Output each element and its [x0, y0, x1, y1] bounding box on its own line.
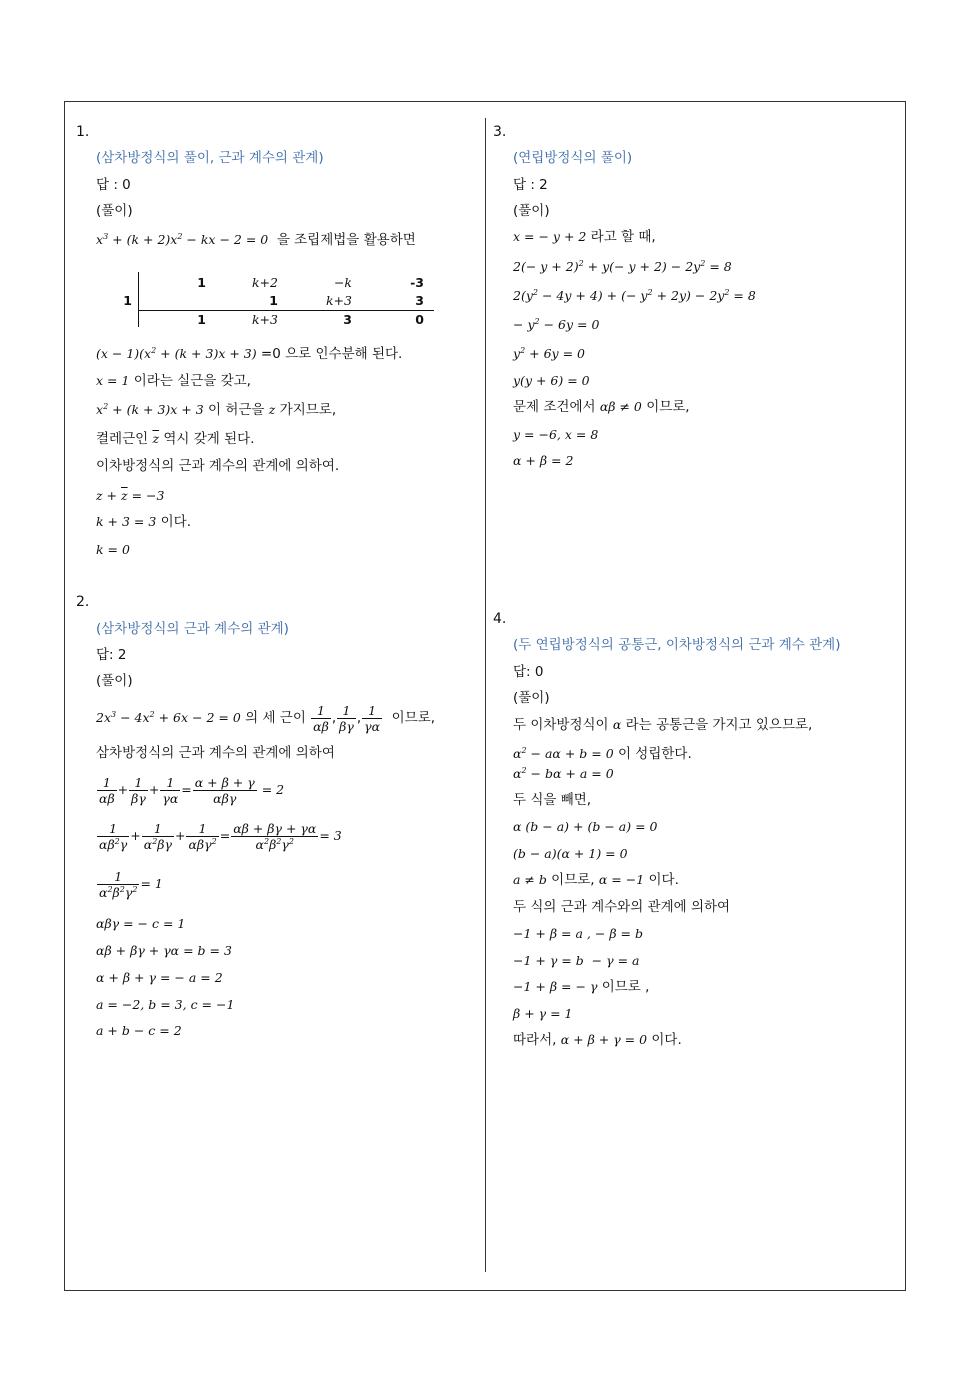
question-3-answer: 답 : 2	[513, 177, 548, 193]
question-2-solution-label: (풀이)	[96, 673, 133, 689]
q1-real-root-line: x = 1 이라는 실근을 갖고,	[96, 373, 251, 389]
synthetic-cell: 1	[197, 312, 206, 327]
q4-step-2: (b − a)(α + 1) = 0	[513, 846, 628, 861]
synthetic-division-table	[118, 270, 434, 330]
synthetic-cell: 1	[269, 293, 278, 308]
question-2-topic: (삼차방정식의 근과 계수의 관계)	[96, 621, 289, 637]
q2-reciprocal-line: $\frac{1}{\alpha^2\beta^2\gamma^2}$ = 1	[99, 869, 163, 900]
question-3-number: 3.	[493, 124, 507, 140]
q4-step-3: −1 + β = a , − β = b	[513, 926, 643, 941]
q3-condition-line: 문제 조건에서 αβ ≠ 0 이므로,	[513, 399, 690, 415]
question-2-answer: 답: 2	[96, 647, 127, 663]
column-divider	[485, 118, 486, 1272]
synthetic-cell: -3	[410, 275, 424, 290]
q3-step-4: $y^2 + 6y = 0$	[513, 346, 585, 361]
question-4-solution-label: (풀이)	[513, 690, 550, 706]
question-3-solution-label: (풀이)	[513, 203, 550, 219]
q4-step-5: −1 + β = − γ 이므로 ,	[513, 979, 650, 995]
question-2-number: 2.	[76, 594, 90, 610]
q2-coefficients-line: a = −2, b = 3, c = −1	[96, 997, 235, 1012]
synthetic-cell: 3	[415, 293, 424, 308]
synthetic-cell: k+3	[325, 293, 352, 308]
q2-abc-product-line: αβγ = − c = 1	[96, 916, 186, 931]
q1-sum-line: $z + \overline{z} = -3$	[96, 488, 165, 503]
q2-result-line: a + b − c = 2	[96, 1023, 182, 1038]
q3-step-1: $2(- y + 2)^2 + y(- y + 2) - 2y^2 = 8$	[513, 259, 732, 274]
q4-equation-2-line: $\alpha^2 - b\alpha + a = 0$	[513, 766, 614, 781]
synthetic-division-vertical-line	[138, 272, 139, 327]
question-3-topic: (연립방정식의 풀이)	[513, 150, 633, 166]
synthetic-divisor: 1	[123, 293, 132, 308]
q4-step-6: β + γ = 1	[513, 1006, 573, 1021]
synthetic-cell: k+2	[251, 275, 278, 290]
question-1-number: 1.	[76, 124, 90, 140]
q4-vieta-line: 두 식의 근과 계수와의 관계에 의하여	[513, 899, 731, 915]
q2-root-sum-line: α + β + γ = − a = 2	[96, 970, 223, 985]
synthetic-cell: 0	[415, 312, 424, 327]
question-4-answer: 답: 0	[513, 664, 544, 680]
q2-fraction-sum-line: $\frac{1}{\alpha\beta}$ + $\frac{1}{\beta\gamma}$ + $\frac{1}{\gamma\alpha}$ = $\frac{\alpha + \beta + \gamma}{\text{αβγ}}$ = 2	[99, 775, 285, 806]
q1-k-result-line: k = 0	[96, 542, 130, 557]
q1-factor-line: $(x - 1)(x^2 + (k + 3)x + 3) =0$ 으로 인수분해 된다.	[96, 346, 403, 362]
q3-substitution-line: x = − y + 2 라고 할 때,	[513, 229, 656, 245]
q4-subtract-line: 두 식을 빼면,	[513, 792, 592, 808]
q4-not-equal-line: a ≠ b 이므로, α = −1 이다.	[513, 872, 679, 888]
synthetic-cell: 3	[343, 312, 352, 327]
synthetic-cell: −k	[333, 275, 352, 290]
q1-conjugate-line: 켤레근인 $\overline{z}$ 역시 갖게 된다.	[96, 431, 255, 447]
question-1-solution-label: (풀이)	[96, 203, 133, 219]
synthetic-cell: 1	[197, 275, 206, 290]
question-1-topic: (삼차방정식의 풀이, 근과 계수의 관계)	[96, 150, 324, 166]
synthetic-division-horizontal-line	[138, 310, 434, 311]
q4-step-1: α (b − a) + (b − a) = 0	[513, 819, 658, 834]
question-4-topic: (두 연립방정식의 공통근, 이차방정식의 근과 계수 관계)	[513, 637, 841, 653]
q4-step-4: −1 + γ = b − γ = a	[513, 953, 640, 968]
q3-step-5: y(y + 6) = 0	[513, 373, 590, 388]
q3-step-2: $2(y^2 - 4y + 4)$ + (− $y^2 + 2y) - 2y^2 = 8$	[513, 288, 756, 303]
q1-equation-line: $x^3 + (k + 2)x^2$ − kx − 2 = 0 을 조립제법을 활용하면	[96, 232, 416, 248]
q2-vieta-line: 삼차방정식의 근과 계수의 관계에 의하여	[96, 745, 335, 761]
q3-step-3: − $y^2 - 6y = 0$	[513, 317, 600, 332]
question-4-number: 4.	[493, 611, 507, 627]
question-1-answer: 답 : 0	[96, 177, 131, 193]
q2-fraction-product-line: $\frac{1}{\alpha\beta^2\gamma}$ + $\frac{1}{\alpha^2\beta\gamma}$ + $\frac{1}{\alpha\beta\gamma^2}$ = $\frac{\alpha\beta + \beta\gamma + \gamma\alpha}{\alpha^2\beta^2\gamma^2}$ = 3	[99, 821, 342, 852]
q1-imaginary-root-line: $x^2 + (k + 3)x + 3$ 이 허근을 z 가지므로,	[96, 402, 337, 418]
q3-values-line: y = −6, x = 8	[513, 427, 599, 442]
q4-final-line: 따라서, α + β + γ = 0 이다.	[513, 1032, 682, 1048]
q4-common-root-line: 두 이차방정식이 α 라는 공통근을 가지고 있으므로,	[513, 717, 813, 733]
q3-result-line: α + β = 2	[513, 453, 574, 468]
synthetic-cell: k+3	[251, 312, 278, 327]
q2-equation-line: $2x^3 - 4x^2 + 6x - 2 = 0$ 의 세 근이 $\frac{1}{\alpha\beta}$ , $\frac{1}{\beta\gamma}$ , $\frac{1}{\gamma\alpha}$ 이므로,	[96, 702, 436, 734]
q2-pair-sum-line: αβ + βγ + γα = b = 3	[96, 943, 232, 958]
q4-equation-1-line: $\alpha^2 - a\alpha + b = 0$ 이 성립한다.	[513, 746, 692, 762]
q1-k-line: k + 3 = 3 이다.	[96, 514, 191, 530]
q1-vieta-line: 이차방정식의 근과 계수의 관계에 의하여.	[96, 458, 340, 474]
